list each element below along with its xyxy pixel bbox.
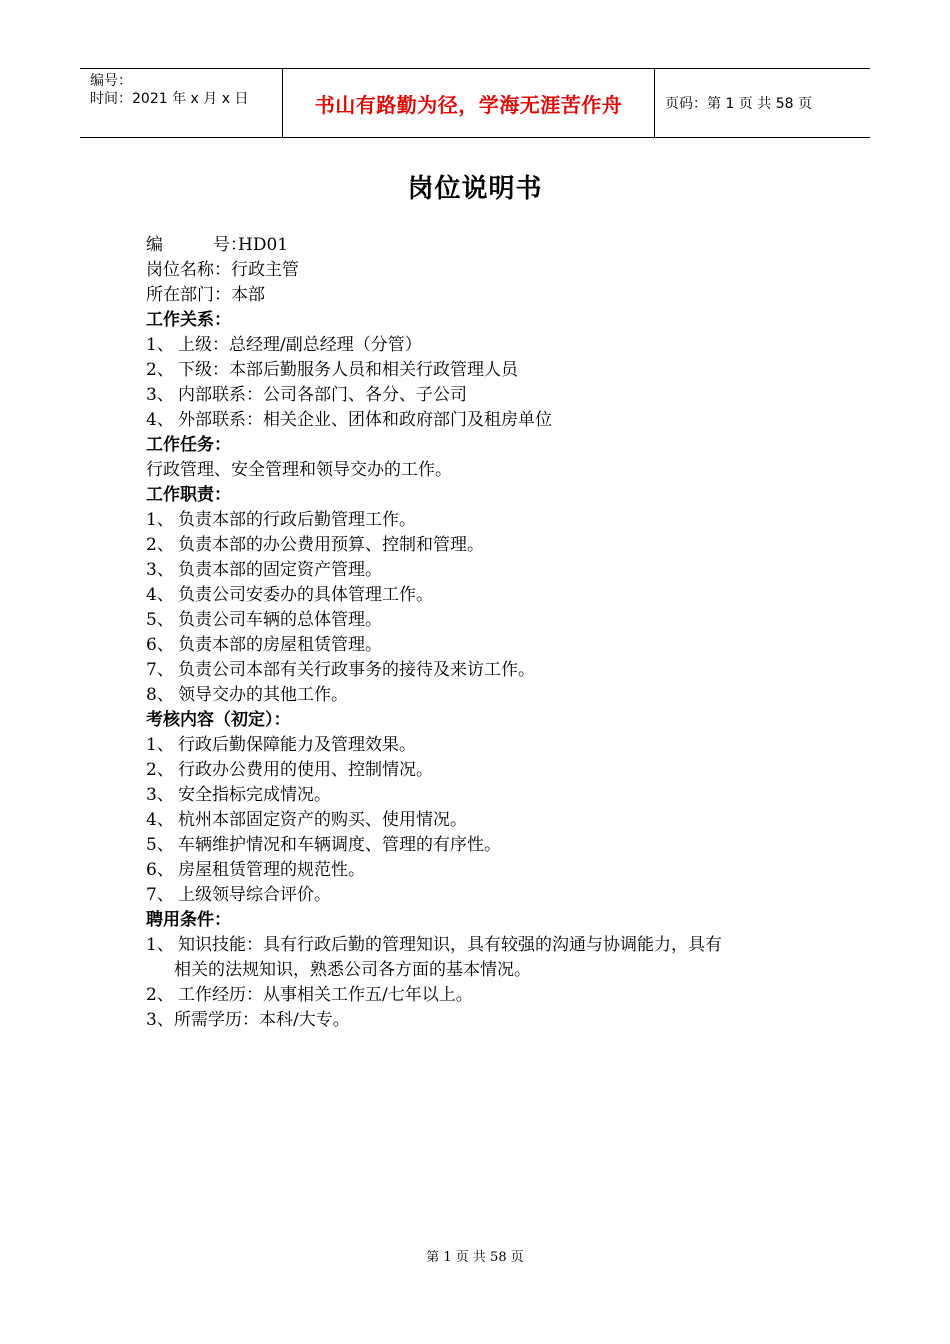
document-body [146, 233, 826, 1033]
field-number-value: HD01 [238, 235, 289, 255]
section-heading-assessment: 考核内容（初定）： [146, 710, 291, 730]
header-motto-cell [282, 69, 655, 137]
page-header [80, 68, 870, 138]
list-item: 8、 领导交办的其他工作。 [146, 685, 348, 705]
header-page-cell [655, 69, 870, 137]
field-department-label: 所在部门： [146, 285, 231, 305]
list-item: 3、 内部联系：公司各部门、各分、子公司 [146, 385, 467, 405]
list-item: 3、 安全指标完成情况。 [146, 785, 331, 805]
list-item: 1、 行政后勤保障能力及管理效果。 [146, 735, 416, 755]
list-item-continuation: 相关的法规知识，熟悉公司各方面的基本情况。 [174, 960, 531, 980]
field-number-label-b: 号： [213, 235, 247, 255]
header-page-info: 页码：第 1 页 共 58 页 [665, 96, 812, 112]
list-item: 2、 行政办公费用的使用、控制情况。 [146, 760, 433, 780]
list-item: 5、 车辆维护情况和车辆调度、管理的有序性。 [146, 835, 501, 855]
list-item: 6、 房屋租赁管理的规范性。 [146, 860, 365, 880]
list-item: 3、所需学历：本科/大专。 [146, 1010, 350, 1030]
field-position-label: 岗位名称： [146, 260, 231, 280]
list-item: 1、 负责本部的行政后勤管理工作。 [146, 510, 416, 530]
list-item: 7、 负责公司本部有关行政事务的接待及来访工作。 [146, 660, 535, 680]
section-heading-relations: 工作关系： [146, 310, 231, 330]
list-item: 4、 负责公司安委办的具体管理工作。 [146, 585, 433, 605]
list-item: 2、 工作经历：从事相关工作五/七年以上。 [146, 985, 473, 1005]
list-item: 1、 知识技能：具有行政后勤的管理知识，具有较强的沟通与协调能力，具有 [146, 935, 722, 955]
list-item: 4、 杭州本部固定资产的购买、使用情况。 [146, 810, 467, 830]
list-item: 7、 上级领导综合评价。 [146, 885, 331, 905]
field-position [146, 258, 826, 283]
list-item: 4、 外部联系：相关企业、团体和政府部门及租房单位 [146, 410, 552, 430]
header-meta [80, 69, 282, 137]
list-item: 6、 负责本部的房屋租赁管理。 [146, 635, 382, 655]
section-heading-tasks: 工作任务： [146, 435, 231, 455]
field-number [146, 233, 826, 258]
list-item: 1、 上级：总经理/副总经理（分管） [146, 335, 422, 355]
header-time-label: 时间：2021 年 x 月 x 日 [90, 91, 249, 107]
list-item: 5、 负责公司车辆的总体管理。 [146, 610, 382, 630]
field-department-value: 本部 [231, 285, 265, 305]
field-position-value: 行政主管 [231, 260, 299, 280]
document-title: 岗位说明书 [407, 174, 543, 204]
tasks-text: 行政管理、安全管理和领导交办的工作。 [146, 460, 452, 480]
list-item: 3、 负责本部的固定资产管理。 [146, 560, 382, 580]
field-number-label-a: 编 [146, 235, 163, 255]
list-item: 2、 负责本部的办公费用预算、控制和管理。 [146, 535, 484, 555]
section-heading-duties: 工作职责： [146, 485, 231, 505]
section-heading-requirements: 聘用条件： [146, 910, 231, 930]
list-item: 2、 下级：本部后勤服务人员和相关行政管理人员 [146, 360, 518, 380]
field-department [146, 283, 826, 308]
header-number-label: 编号： [90, 73, 132, 89]
header-motto: 书山有路勤为径，学海无涯苦作舟 [314, 92, 623, 117]
page-footer: 第 1 页 共 58 页 [426, 1250, 524, 1265]
